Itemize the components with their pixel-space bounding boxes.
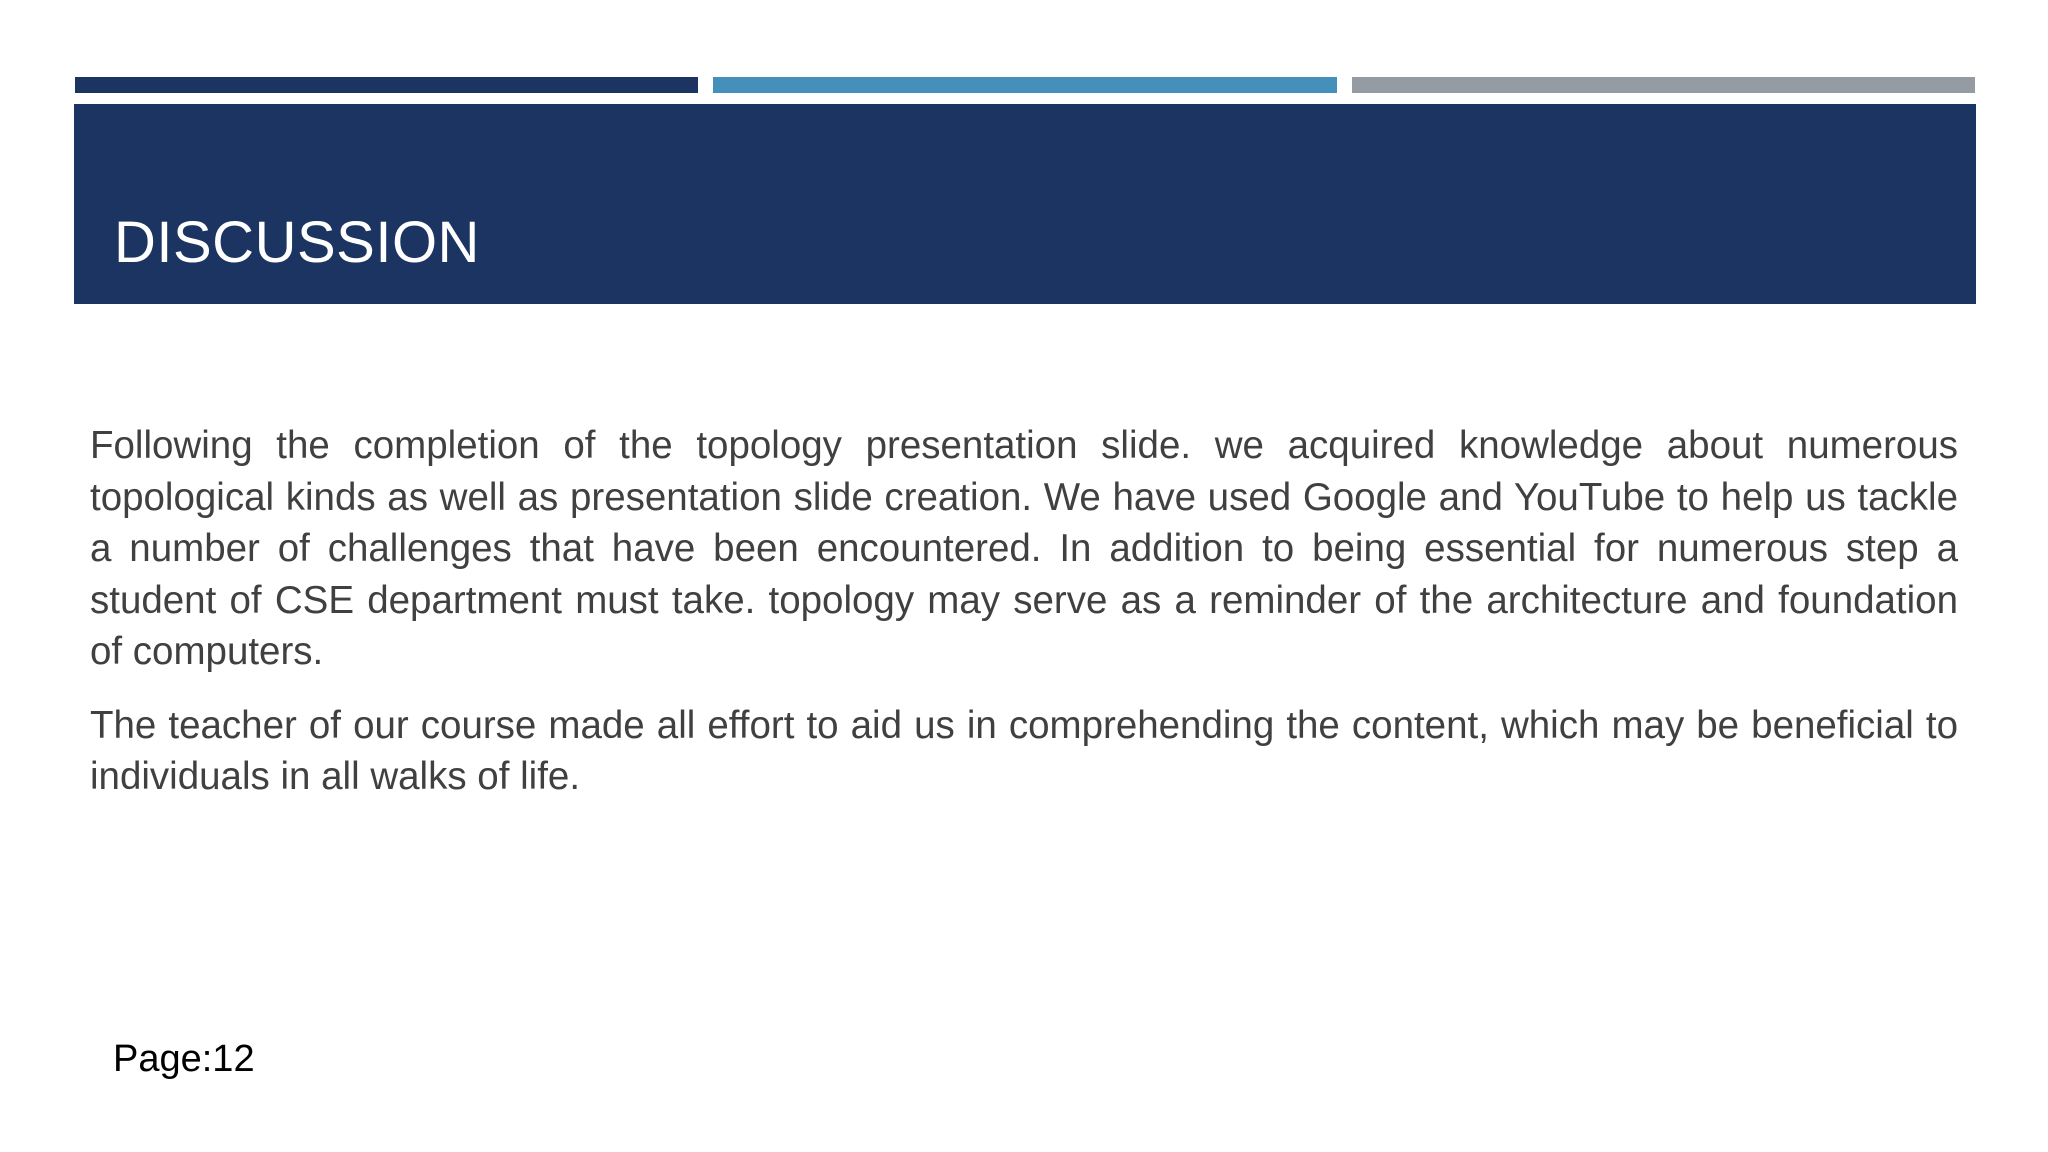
body-paragraph-1: Following the completion of the topology presentation slide. we acquired knowledge about numerous topological kinds as well as presentation slide creation. We have used Google and YouTube to help us tackle a number of challenges that have been encountered. In addition to being essential for numerous step a student of CSE department must take. topology may serve as a reminder of the architecture and foundation of computers. [90, 424, 1958, 673]
accent-bar-blue [713, 77, 1337, 93]
body-paragraph-2: The teacher of our course made all effort to aid us in comprehending the content, which may be beneficial to individuals in all walks of life. [90, 703, 1958, 798]
title-banner [74, 104, 1976, 304]
slide-body [90, 420, 1958, 825]
accent-bar-dark [75, 77, 698, 93]
page-number: Page:12 [113, 1038, 255, 1080]
accent-bar-gray [1352, 77, 1975, 93]
slide-title: DISCUSSION [114, 210, 480, 275]
